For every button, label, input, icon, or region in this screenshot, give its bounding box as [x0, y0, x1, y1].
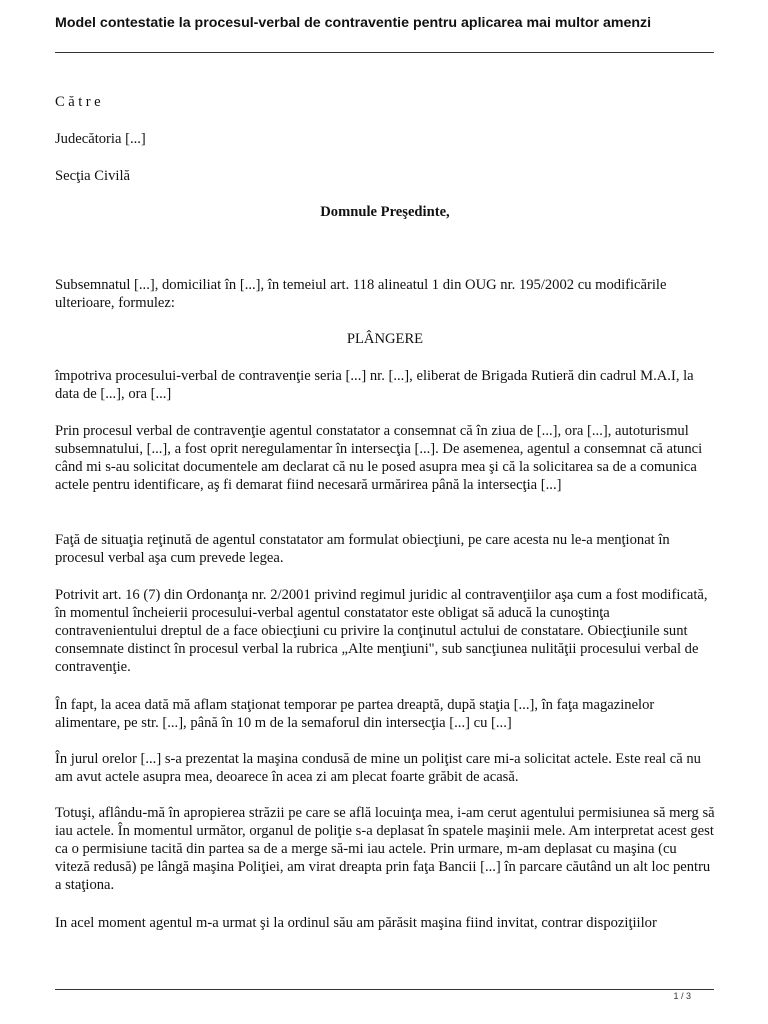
paragraph-6: În jurul orelor [...] s-a prezentat la maşina condusă de mine un poliţist care mi-a solicitat actele. Este real că nu am avut actele asupra mea, deoarece în acea zi am plecat foarte grăbit de acasă. — [55, 751, 701, 785]
paragraph-2: Prin procesul verbal de contravenţie agentul constatator a consemnat că în ziua de [...], ora [...], autoturismul subsemnatului, [...], a fost oprit neregulamentar în intersecţia [...]. De asemenea, agentul a consemnat că atunci când mi s-au solicitat documentele am declarat că nu le posed asupra mea şi că la solicitarea sa de a comunica actele pentru identificare, aş fi demarat fiind necesară urmărirea până la intersecţia [...] — [55, 423, 703, 493]
footer-divider — [55, 989, 714, 990]
paragraph-8: In acel moment agentul m-a urmat şi la ordinul său am părăsit maşina fiind invitat, contrar dispoziţiilor — [55, 915, 657, 931]
complaint-heading: PLÂNGERE — [346, 331, 424, 347]
intro-paragraph: Subsemnatul [...], domiciliat în [...], în temeiul art. 118 alineatul 1 din OUG nr. 195/2002 cu modificările ulterioare, formulez: — [55, 277, 667, 311]
paragraph-7: Totuşi, aflându-mă în apropierea străzii pe care se află locuinţa mea, i-am cerut agentului permisiunea să merg să iau actele. În momentul următor, organul de poliţie s-a deplasat în spatele maşinii mele. Am interpretat acest gest ca o permisiune tacită din partea sa de a merge să-mi iau actele. Prin urmare, m-am deplasat cu maşina (cu viteză redusă) pe lângă maşina Poliţiei, am virat dreapta prin faţa Bancii [...] în parcare căutând un alt loc pentru a staţiona. — [55, 805, 715, 893]
section-line: Secţia Civilă — [55, 168, 130, 184]
document-title: Model contestatie la procesul-verbal de contraventie pentru aplicarea mai multor amenzi — [55, 15, 652, 31]
page-number: 1 / 3 — [673, 991, 691, 1001]
paragraph-3: Faţă de situaţia reţinută de agentul constatator am formulat obiecţiuni, pe care acesta nu le-a menţionat în procesul verbal aşa cum prevede legea. — [55, 532, 670, 566]
paragraph-1: împotriva procesului-verbal de contravenţie seria [...] nr. [...], eliberat de Brigada Rutieră din cadrul M.A.I, la data de [...], ora [...] — [55, 368, 694, 402]
paragraph-5: În fapt, la acea dată mă aflam staţionat temporar pe partea dreaptă, după staţia [...], în faţa magazinelor alimentare, pe str. [...], până în 10 m de la semaforul din intersecţia [...] cu [...] — [55, 697, 655, 731]
addressee-line: Către — [55, 94, 105, 110]
salutation: Domnule Preşedinte, — [320, 204, 450, 220]
court-line: Judecătoria [...] — [55, 131, 146, 147]
header-divider — [55, 52, 714, 53]
paragraph-4: Potrivit art. 16 (7) din Ordonanţa nr. 2/2001 privind regimul juridic al contravenţiilor aşa cum a fost modificată, în momentul încheierii procesului-verbal agentul constatator este obligat să aducă la cunoştinţa contravenientului dreptul de a face obiecţiuni cu privire la conţinutul actului de constatare. Obiecţiunile sunt consemnate distinct în procesul verbal la rubrica „Alte menţiuni", sub sancţiunea nulităţii procesului verbal de contravenţie. — [55, 587, 708, 675]
